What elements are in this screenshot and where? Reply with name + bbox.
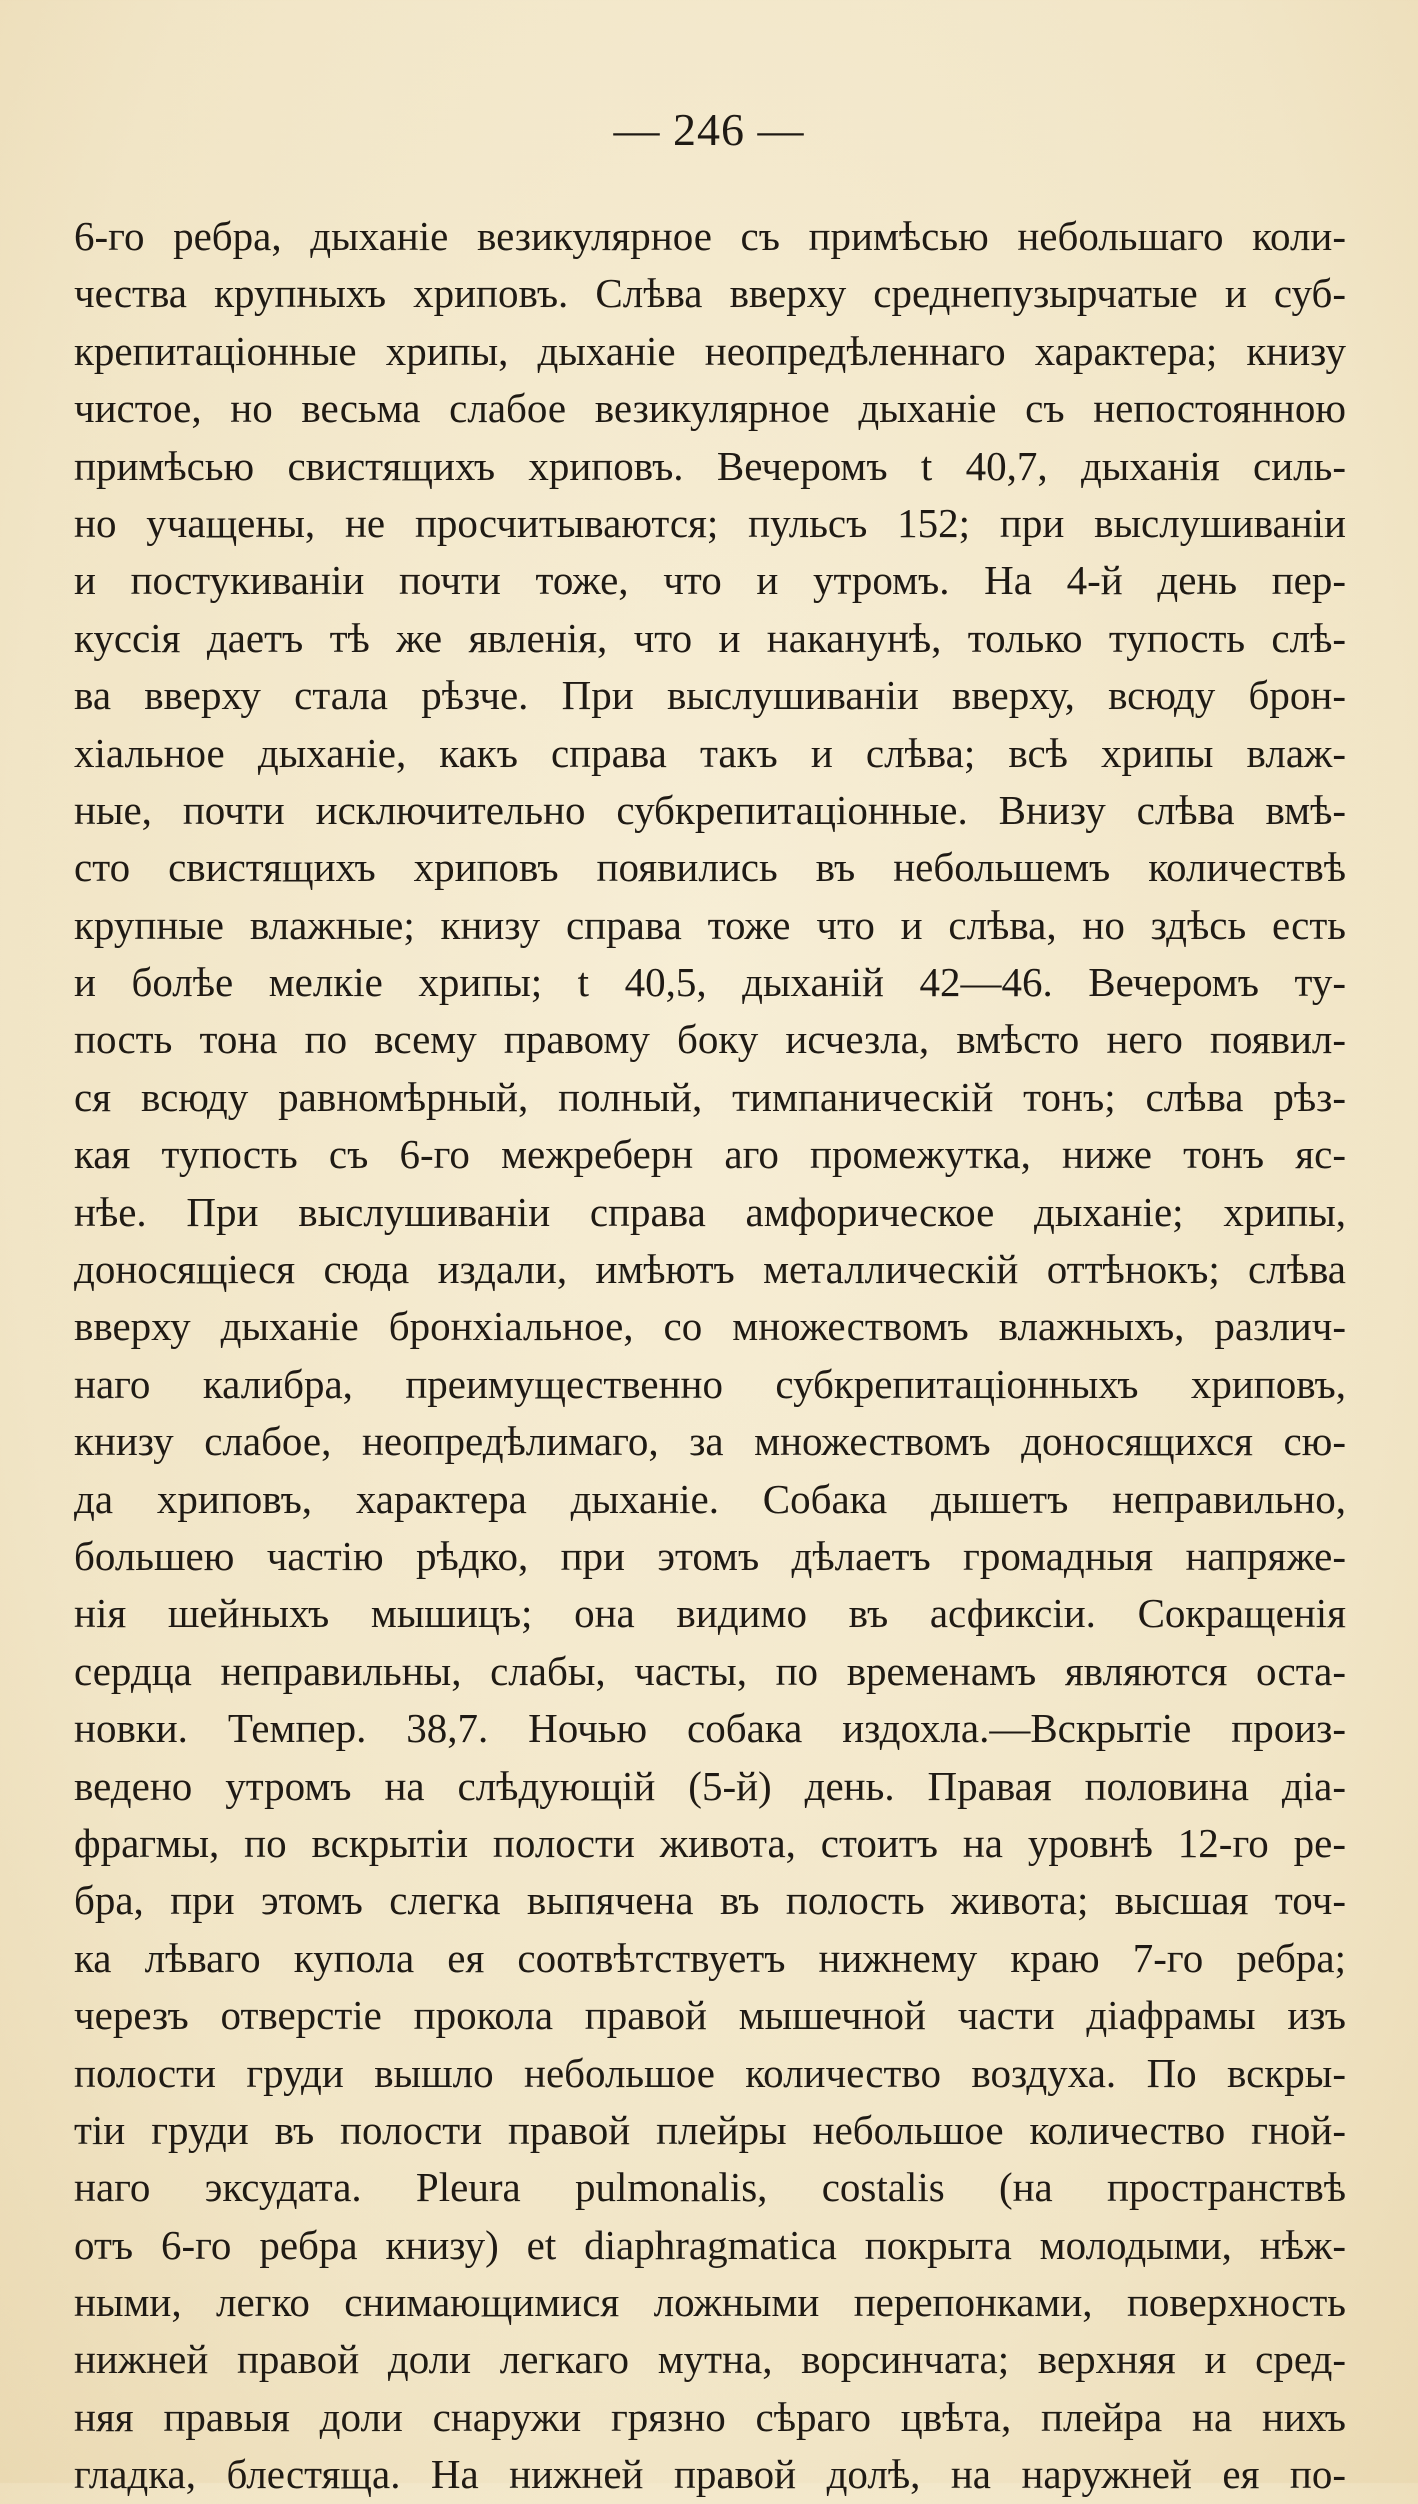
- text-line: сердца неправильны, слабы, часты, по временамъ являются оста-: [74, 1647, 1346, 1694]
- text-line: няя правыя доли снаружи грязно сѣраго цвѣта, плейра на нихъ: [74, 2393, 1346, 2440]
- text-line: и болѣе мелкіе хрипы; t 40,5, дыханій 42—46. Вечеромъ ту-: [74, 959, 1346, 1006]
- text-line: 6-го ребра, дыханіе везикулярное съ примѣсью небольшаго коли-: [74, 213, 1346, 259]
- text-line: доносящіеся сюда издали, имѣютъ металлическій оттѣнокъ; слѣва: [74, 1246, 1346, 1293]
- text-line: отъ 6-го ребра книзу) et diaphragmatica покрыта молодыми, нѣж-: [74, 2221, 1346, 2268]
- text-line: фрагмы, по вскрытіи полости живота, стоитъ на уровнѣ 12-го ре-: [74, 1819, 1346, 1866]
- text-line: сто свистящихъ хриповъ появились въ небольшемъ количествѣ: [74, 844, 1346, 891]
- text-line: крепитаціонные хрипы, дыханіе неопредѣленнаго характера; книзу: [74, 327, 1346, 374]
- text-line: нижней правой доли легкаго мутна, ворсинчата; верхняя и сред-: [74, 2336, 1346, 2383]
- text-line: тіи груди въ полости правой плейры небольшое количество гной-: [74, 2106, 1346, 2153]
- text-line: ся всюду равномѣрный, полный, тимпаническій тонъ; слѣва рѣз-: [74, 1073, 1346, 1120]
- text-line: ка лѣваго купола ея соотвѣтствуетъ нижнему краю 7-го ребра;: [74, 1934, 1346, 1981]
- text-line: нія шейныхъ мышицъ; она видимо въ асфиксіи. Сокращенія: [74, 1590, 1346, 1637]
- text-line: ведено утромъ на слѣдующій (5-й) день. Правая половина діа-: [74, 1762, 1346, 1809]
- text-line: полости груди вышло небольшое количество воздуха. По вскры-: [74, 2049, 1346, 2096]
- text-line: крупные влажные; книзу справа тоже что и слѣва, но здѣсь есть: [74, 901, 1346, 948]
- text-line: но учащены, не просчитываются; пульсъ 152; при выслушиваніи: [74, 499, 1346, 546]
- text-line: наго эксудата. Pleura pulmonalis, costalis (на пространствѣ: [74, 2164, 1346, 2211]
- text-line: куссія даетъ тѣ же явленія, что и наканунѣ, только тупость слѣ-: [74, 614, 1346, 661]
- text-line: книзу слабое, неопредѣлимаго, за множествомъ доносящихся сю-: [74, 1418, 1346, 1465]
- text-line: новки. Темпер. 38,7. Ночью собака издохла.—Вскрытіе произ-: [74, 1705, 1346, 1752]
- text-line: нѣе. При выслушиваніи справа амфорическое дыханіе; хрипы,: [74, 1188, 1346, 1235]
- text-line: ные, почти исключительно субкрепитаціонные. Внизу слѣва вмѣ-: [74, 786, 1346, 833]
- text-line: чистое, но весьма слабое везикулярное дыханіе съ непостоянною: [74, 385, 1346, 432]
- text-line: хіальное дыханіе, какъ справа такъ и слѣва; всѣ хрипы влаж-: [74, 729, 1346, 776]
- text-line: чества крупныхъ хриповъ. Слѣва вверху среднепузырчатые и суб-: [74, 270, 1346, 317]
- text-line: да хриповъ, характера дыханіе. Собака дышетъ неправильно,: [74, 1475, 1346, 1522]
- body-text: [74, 208, 1346, 2504]
- text-line: пость тона по всему правому боку исчезла, вмѣсто него появил-: [74, 1016, 1346, 1063]
- text-line: ва вверху стала рѣзче. При выслушиваніи вверху, всюду брон-: [74, 672, 1346, 719]
- text-line: примѣсью свистящихъ хриповъ. Вечеромъ t 40,7, дыханія силь-: [74, 442, 1346, 489]
- page-number: — 246 —: [613, 104, 805, 155]
- text-line: черезъ отверстіе прокола правой мышечной части діафрамы изъ: [74, 1992, 1346, 2039]
- text-line: кая тупость съ 6-го межреберн аго промежутка, ниже тонъ яс-: [74, 1131, 1346, 1178]
- text-line: наго калибра, преимущественно субкрепитаціонныхъ хриповъ,: [74, 1360, 1346, 1407]
- text-line: и постукиваніи почти тоже, что и утромъ. На 4-й день пер-: [74, 557, 1346, 604]
- text-line: вверху дыханіе бронхіальное, со множествомъ влажныхъ, различ-: [74, 1303, 1346, 1350]
- text-line: бра, при этомъ слегка выпячена въ полость живота; высшая точ-: [74, 1877, 1346, 1924]
- text-line: гладка, блестяща. На нижней правой долѣ, на наружней ея по-: [74, 2451, 1346, 2498]
- text-line: ными, легко снимающимися ложными перепонками, поверхность: [74, 2279, 1346, 2326]
- text-line: большею частію рѣдко, при этомъ дѣлаетъ громадныя напряже-: [74, 1532, 1346, 1579]
